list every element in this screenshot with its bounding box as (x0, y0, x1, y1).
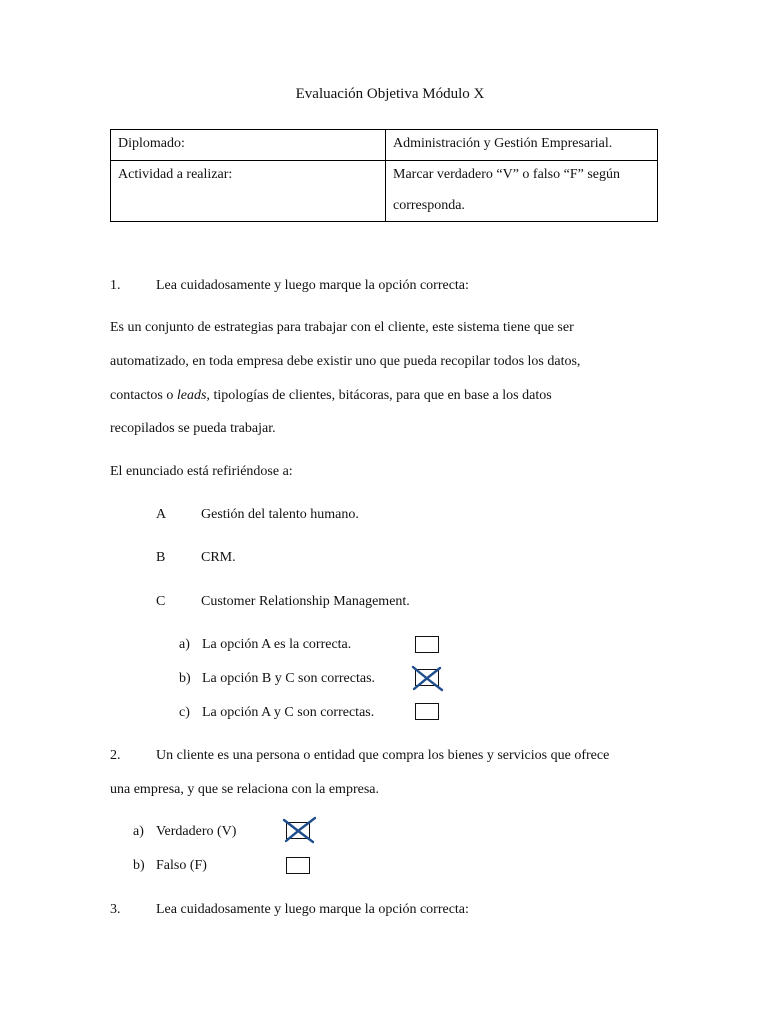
q2-option-key-b: b) (133, 858, 145, 873)
q2-line1: Un cliente es una persona o entidad que compra los bienes y servicios que ofrece (156, 748, 610, 763)
q1-option-a-checkbox[interactable] (415, 636, 439, 653)
q1-item-letter-c: C (156, 594, 166, 609)
info-label-diplomado: Diplomado: (111, 130, 386, 161)
q2-option-text-b: Falso (F) (156, 858, 207, 873)
q2-option-a-cross-mark-icon (280, 816, 318, 844)
q3-number: 3. (110, 902, 121, 917)
q2-line2: una empresa, y que se relaciona con la empresa. (110, 782, 379, 797)
q1-item-text-c: Customer Relationship Management. (201, 594, 410, 609)
info-value-actividad-line1: Marcar verdadero “V” o falso “F” según (393, 167, 621, 182)
q1-prompt: Lea cuidadosamente y luego marque la opción correcta: (156, 278, 469, 293)
q1-option-text-c: La opción A y C son correctas. (202, 705, 375, 720)
info-label-actividad: Actividad a realizar: (111, 161, 386, 222)
q2-option-text-a: Verdadero (V) (156, 824, 237, 839)
q2-option-b-checkbox[interactable] (286, 857, 310, 874)
q3-prompt: Lea cuidadosamente y luego marque la opción correcta: (156, 902, 469, 917)
info-value-actividad-line2: corresponda. (393, 197, 465, 213)
info-value-actividad (386, 161, 658, 222)
q1-item-letter-a: A (156, 507, 167, 522)
q1-option-b-cross-mark-icon (409, 664, 445, 692)
q1-statement: El enunciado está refiriéndose a: (110, 464, 293, 479)
info-row-diplomado (111, 130, 658, 161)
q1-number: 1. (110, 278, 121, 293)
info-row-actividad (111, 161, 658, 222)
q1-body-line4: recopilados se pueda trabajar. (110, 421, 276, 436)
q1-option-c-checkbox[interactable] (415, 703, 439, 720)
q1-option-key-a: a) (179, 637, 190, 652)
info-value-diplomado: Administración y Gestión Empresarial. (386, 130, 658, 161)
q1-item-text-b: CRM. (201, 550, 236, 565)
q1-body-line1: Es un conjunto de estrategias para trabajar con el cliente, este sistema tiene que ser (110, 320, 574, 335)
q1-option-text-a: La opción A es la correcta. (202, 637, 352, 652)
q1-body-line2: automatizado, en toda empresa debe existir uno que pueda recopilar todos los datos, (110, 354, 581, 369)
q1-option-text-b: La opción B y C son correctas. (202, 671, 376, 686)
q1-body-line3-end: tipologías de clientes, bitácoras, para que en base a los datos (209, 388, 552, 403)
q2-option-key-a: a) (133, 824, 144, 839)
info-table (110, 129, 658, 222)
q1-item-letter-b: B (156, 550, 166, 565)
q1-body-line3-italic: leads, (176, 388, 210, 403)
q1-body-line3 (110, 389, 552, 403)
q2-number: 2. (110, 748, 121, 763)
document-title: Evaluación Objetiva Módulo X (295, 86, 485, 102)
q1-body-line3-start: contactos o (110, 388, 177, 403)
q1-option-key-c: c) (179, 705, 190, 720)
q1-option-key-b: b) (179, 671, 191, 686)
q1-item-text-a: Gestión del talento humano. (201, 507, 359, 522)
